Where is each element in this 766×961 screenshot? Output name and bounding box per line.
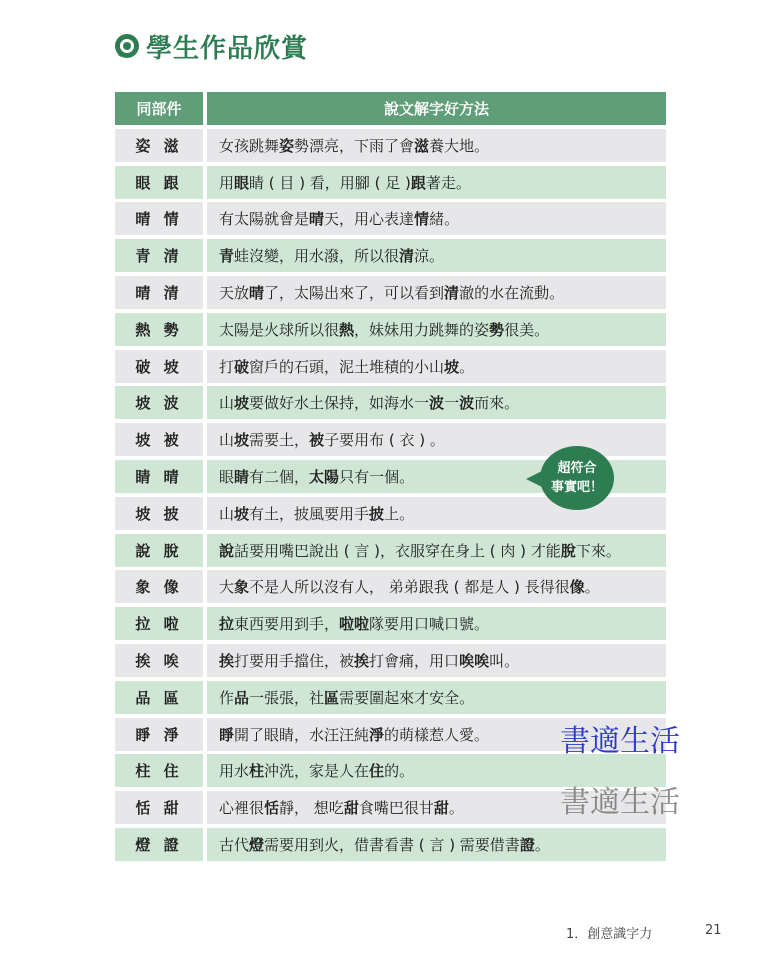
highlighted-char: 跟 [410, 173, 426, 192]
sentence-text: 只有一個。 [339, 467, 415, 486]
highlighted-char: 晴 [309, 210, 325, 229]
component-chars: 柱 住 [115, 754, 203, 787]
header-component: 同部件 [115, 92, 203, 125]
highlighted-char: 品 [234, 688, 250, 707]
highlighted-char: 清 [399, 247, 415, 266]
sentence-text: 古代 [219, 835, 250, 854]
sentence-text: 需要土， [249, 431, 310, 450]
sentence-text: 有太陽就會是 [219, 210, 310, 229]
table-row [115, 202, 666, 235]
speech-bubble-icon [114, 33, 140, 59]
component-chars: 坡 被 [115, 423, 203, 456]
highlighted-char: 恬 [264, 799, 280, 818]
explanation-sentence [207, 166, 666, 199]
sentence-text: 著走。 [425, 173, 471, 192]
component-chars: 熱 勢 [115, 313, 203, 346]
sentence-text: 窗戶的石頭，泥土堆積的小山 [249, 357, 445, 376]
sentence-text: 澈的水在流動。 [459, 283, 565, 302]
sentence-text: 用 [219, 173, 235, 192]
highlighted-char: 說 [219, 541, 235, 560]
table-row [115, 129, 666, 162]
sentence-text: 下來。 [575, 541, 621, 560]
table-row [115, 386, 666, 419]
explanation-sentence [207, 350, 666, 383]
highlighted-char: 住 [369, 762, 385, 781]
footer-section: 1．創意識字力 [566, 927, 653, 942]
highlighted-char: 清 [444, 283, 460, 302]
sentence-text: 話要用嘴巴說出 ( 言 )，衣服穿在身上 ( 肉 ) 才能 [234, 541, 561, 560]
sentence-text: 不是人所以沒有人， 弟弟跟我 ( 都是人 ) 長得很 [249, 578, 570, 597]
component-chars: 睜 淨 [115, 718, 203, 751]
component-chars: 恬 甜 [115, 791, 203, 824]
highlighted-char: 披 [369, 504, 385, 523]
sentence-text: 天放 [219, 283, 250, 302]
explanation-sentence [207, 386, 666, 419]
highlighted-char: 柱 [249, 762, 265, 781]
sentence-text: 山 [219, 504, 235, 523]
sentence-text: 打 [219, 357, 235, 376]
highlighted-char: 挨 [219, 651, 235, 670]
component-chars: 青 清 [115, 239, 203, 272]
table-row [115, 570, 666, 603]
highlighted-char: 區 [324, 688, 340, 707]
highlighted-char: 情 [414, 210, 430, 229]
sentence-text: 。 [584, 578, 600, 597]
highlighted-char: 滋 [414, 136, 430, 155]
highlighted-char: 睛 [234, 467, 250, 486]
highlighted-char: 證 [519, 835, 535, 854]
highlighted-char: 坡 [234, 431, 250, 450]
explanation-sentence [207, 239, 666, 272]
sentence-text: 靜， 想吃 [279, 799, 344, 818]
watermark-blue: 書適生活 [560, 724, 680, 759]
sentence-text: 有二個， [249, 467, 310, 486]
bubble-line-1: 超符合 [557, 461, 597, 476]
sentence-text: 睛 ( 目 ) 看，用腳 ( 足 ) [249, 173, 411, 192]
highlighted-char: 太陽 [309, 467, 340, 486]
component-chars: 坡 波 [115, 386, 203, 419]
component-chars: 燈 證 [115, 828, 203, 861]
sentence-text: 山 [219, 431, 235, 450]
sentence-text: 作 [219, 688, 235, 707]
table-row [115, 681, 666, 714]
highlighted-char: 眼 [234, 173, 250, 192]
explanation-sentence [207, 681, 666, 714]
explanation-sentence [207, 202, 666, 235]
highlighted-char: 淨 [369, 725, 385, 744]
sentence-text: 眼 [219, 467, 235, 486]
sentence-text: 勢漂亮，下雨了會 [294, 136, 415, 155]
table-row [115, 350, 666, 383]
sentence-text: 打會痛，用口 [369, 651, 460, 670]
sentence-text: 太陽是火球所以很 [219, 320, 340, 339]
component-chars: 晴 情 [115, 202, 203, 235]
highlighted-char: 坡 [444, 357, 460, 376]
bubble-line-2: 事實吧！ [550, 480, 603, 495]
highlighted-char: 波 [459, 394, 475, 413]
sentence-text: 用水 [219, 762, 250, 781]
component-chars: 坡 披 [115, 497, 203, 530]
table-header [115, 92, 666, 125]
highlighted-char: 睜 [219, 725, 235, 744]
explanation-sentence [207, 129, 666, 162]
component-chars: 拉 啦 [115, 607, 203, 640]
component-chars: 品 區 [115, 681, 203, 714]
component-chars: 姿 滋 [115, 129, 203, 162]
sentence-text: 食嘴巴很甘 [358, 799, 434, 818]
highlighted-char: 拉 [219, 615, 235, 634]
sentence-text: 山 [219, 394, 235, 413]
sentence-text: 蛙沒變，用水潑，所以很 [234, 247, 400, 266]
sentence-text: 東西要用到手， [234, 615, 340, 634]
sentence-text: 涼。 [414, 247, 445, 266]
highlighted-char: 青 [219, 247, 235, 266]
sentence-text: 需要圍起來才安全。 [339, 688, 475, 707]
component-chars: 說 脫 [115, 534, 203, 567]
component-chars: 挨 唉 [115, 644, 203, 677]
explanation-sentence [207, 534, 666, 567]
sentence-text: 養大地。 [429, 136, 490, 155]
highlighted-char: 被 [309, 431, 325, 450]
highlighted-char: 熱 [339, 320, 355, 339]
page-title [114, 26, 308, 66]
sentence-text: 上。 [384, 504, 415, 523]
sentence-text: 打要用手擋住，被 [234, 651, 355, 670]
highlighted-char: 姿 [279, 136, 295, 155]
explanation-sentence [207, 828, 666, 861]
highlighted-char: 破 [234, 357, 250, 376]
sentence-text: 一張張，社 [249, 688, 325, 707]
explanation-sentence [207, 644, 666, 677]
table-row [115, 276, 666, 309]
component-chars: 睛 晴 [115, 460, 203, 493]
sentence-text: 的萌樣惹人愛。 [384, 725, 490, 744]
explanation-sentence [207, 276, 666, 309]
sentence-text: 很美。 [504, 320, 550, 339]
highlighted-char: 坡 [234, 504, 250, 523]
highlighted-char: 挨 [354, 651, 370, 670]
sentence-text: 心裡很 [219, 799, 265, 818]
explanation-sentence [207, 313, 666, 346]
sentence-text: 一 [444, 394, 460, 413]
sentence-text: 叫。 [489, 651, 520, 670]
component-chars: 破 坡 [115, 350, 203, 383]
table-row [115, 607, 666, 640]
table-row [115, 166, 666, 199]
table-row [115, 313, 666, 346]
sentence-text: 開了眼睛，水汪汪純 [234, 725, 370, 744]
highlighted-char: 勢 [489, 320, 505, 339]
highlighted-char: 晴 [249, 283, 265, 302]
header-explanation: 說文解字好方法 [207, 92, 666, 125]
sentence-text: 有土，披風要用手 [249, 504, 370, 523]
component-chars: 眼 跟 [115, 166, 203, 199]
table-row [115, 239, 666, 272]
highlighted-char: 像 [569, 578, 585, 597]
table-row [115, 534, 666, 567]
sentence-text: 大 [219, 578, 235, 597]
sentence-text: 。 [534, 835, 550, 854]
highlighted-char: 甜 [433, 799, 449, 818]
sentence-text: 沖洗，家是人在 [264, 762, 370, 781]
sentence-text: 子要用布 ( 衣 ) 。 [324, 431, 445, 450]
table-row [115, 644, 666, 677]
highlighted-char: 啦啦 [339, 615, 370, 634]
sentence-text: 需要用到火，借書看書 ( 言 ) 需要借書 [264, 835, 520, 854]
component-chars: 象 像 [115, 570, 203, 603]
sentence-text: 天，用心表達 [324, 210, 415, 229]
highlighted-char: 甜 [343, 799, 359, 818]
sentence-text: 。 [448, 799, 464, 818]
sentence-text: 隊要用口喊口號。 [369, 615, 490, 634]
sentence-text: 而來。 [474, 394, 520, 413]
explanation-sentence [207, 570, 666, 603]
sentence-text: 緒。 [429, 210, 460, 229]
highlighted-char: 坡 [234, 394, 250, 413]
sentence-text: 了，太陽出來了，可以看到 [264, 283, 445, 302]
explanation-sentence [207, 607, 666, 640]
highlighted-char: 波 [429, 394, 445, 413]
table-row [115, 828, 666, 861]
component-chars: 晴 清 [115, 276, 203, 309]
highlighted-char: 燈 [249, 835, 265, 854]
sentence-text: 的。 [384, 762, 415, 781]
comment-bubble [540, 446, 614, 510]
page-title-text: 學生作品欣賞 [146, 33, 309, 64]
highlighted-char: 象 [234, 578, 250, 597]
sentence-text: 。 [459, 357, 475, 376]
highlighted-char: 唉唉 [459, 651, 490, 670]
watermark-gray: 書適生活 [560, 785, 680, 820]
sentence-text: 女孩跳舞 [219, 136, 280, 155]
page-number: 21 [705, 923, 722, 938]
sentence-text: ，妹妹用力跳舞的姿 [354, 320, 490, 339]
sentence-text: 要做好水土保持，如海水一 [249, 394, 430, 413]
highlighted-char: 脫 [560, 541, 576, 560]
